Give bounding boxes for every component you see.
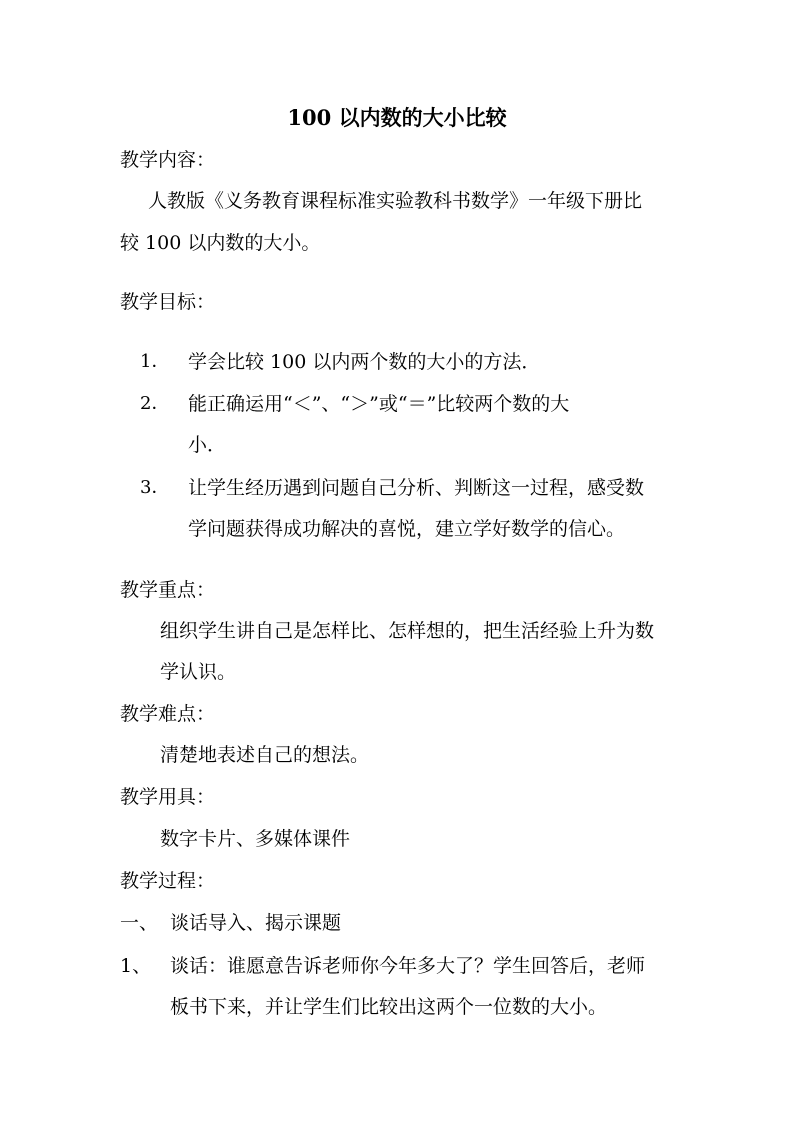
step-1-line-1: 谈话：谁愿意告诉老师你今年多大了？学生回答后，老师 xyxy=(170,955,646,977)
goals-heading: 教学目标： xyxy=(120,291,216,313)
goal-number-1: 1． xyxy=(140,351,170,372)
process-heading: 教学过程： xyxy=(120,870,216,892)
document-title: 100 以内数的大小比较 xyxy=(287,105,507,130)
goal-2-line-2: 小． xyxy=(188,434,227,456)
key-points-heading: 教学重点： xyxy=(120,579,216,601)
tools-line: 数字卡片、多媒体课件 xyxy=(160,828,351,850)
content-line-2: 较 100 以内数的大小。 xyxy=(120,232,321,254)
step-1-line-2: 板书下来，并让学生们比较出这两个一位数的大小。 xyxy=(170,996,608,1018)
content-heading: 教学内容： xyxy=(120,149,216,171)
tools-heading: 教学用具： xyxy=(120,786,216,808)
goal-number-3: 3． xyxy=(140,477,170,498)
goal-2-line-1: 能正确运用“＜”、“＞”或“＝”比较两个数的大 xyxy=(188,393,570,415)
section-1-number: 一、 xyxy=(120,912,159,934)
content-line-1: 人教版《义务教育课程标准实验教科书数学》一年级下册比 xyxy=(148,190,643,212)
step-1-number: 1、 xyxy=(120,955,152,977)
key-points-line-1: 组织学生讲自己是怎样比、怎样想的，把生活经验上升为数 xyxy=(160,620,655,642)
key-points-line-2: 学认识。 xyxy=(160,661,237,683)
goal-1-line-1: 学会比较 100 以内两个数的大小的方法． xyxy=(188,351,541,373)
goal-3-line-1: 让学生经历遇到问题自己分析、判断这一过程，感受数 xyxy=(188,477,645,499)
goal-number-2: 2． xyxy=(140,393,170,414)
difficulties-line: 清楚地表述自己的想法。 xyxy=(160,744,370,766)
section-1-title: 谈话导入、揭示课题 xyxy=(170,912,342,934)
difficulties-heading: 教学难点： xyxy=(120,703,216,725)
goal-3-line-2: 学问题获得成功解决的喜悦，建立学好数学的信心。 xyxy=(188,518,626,540)
